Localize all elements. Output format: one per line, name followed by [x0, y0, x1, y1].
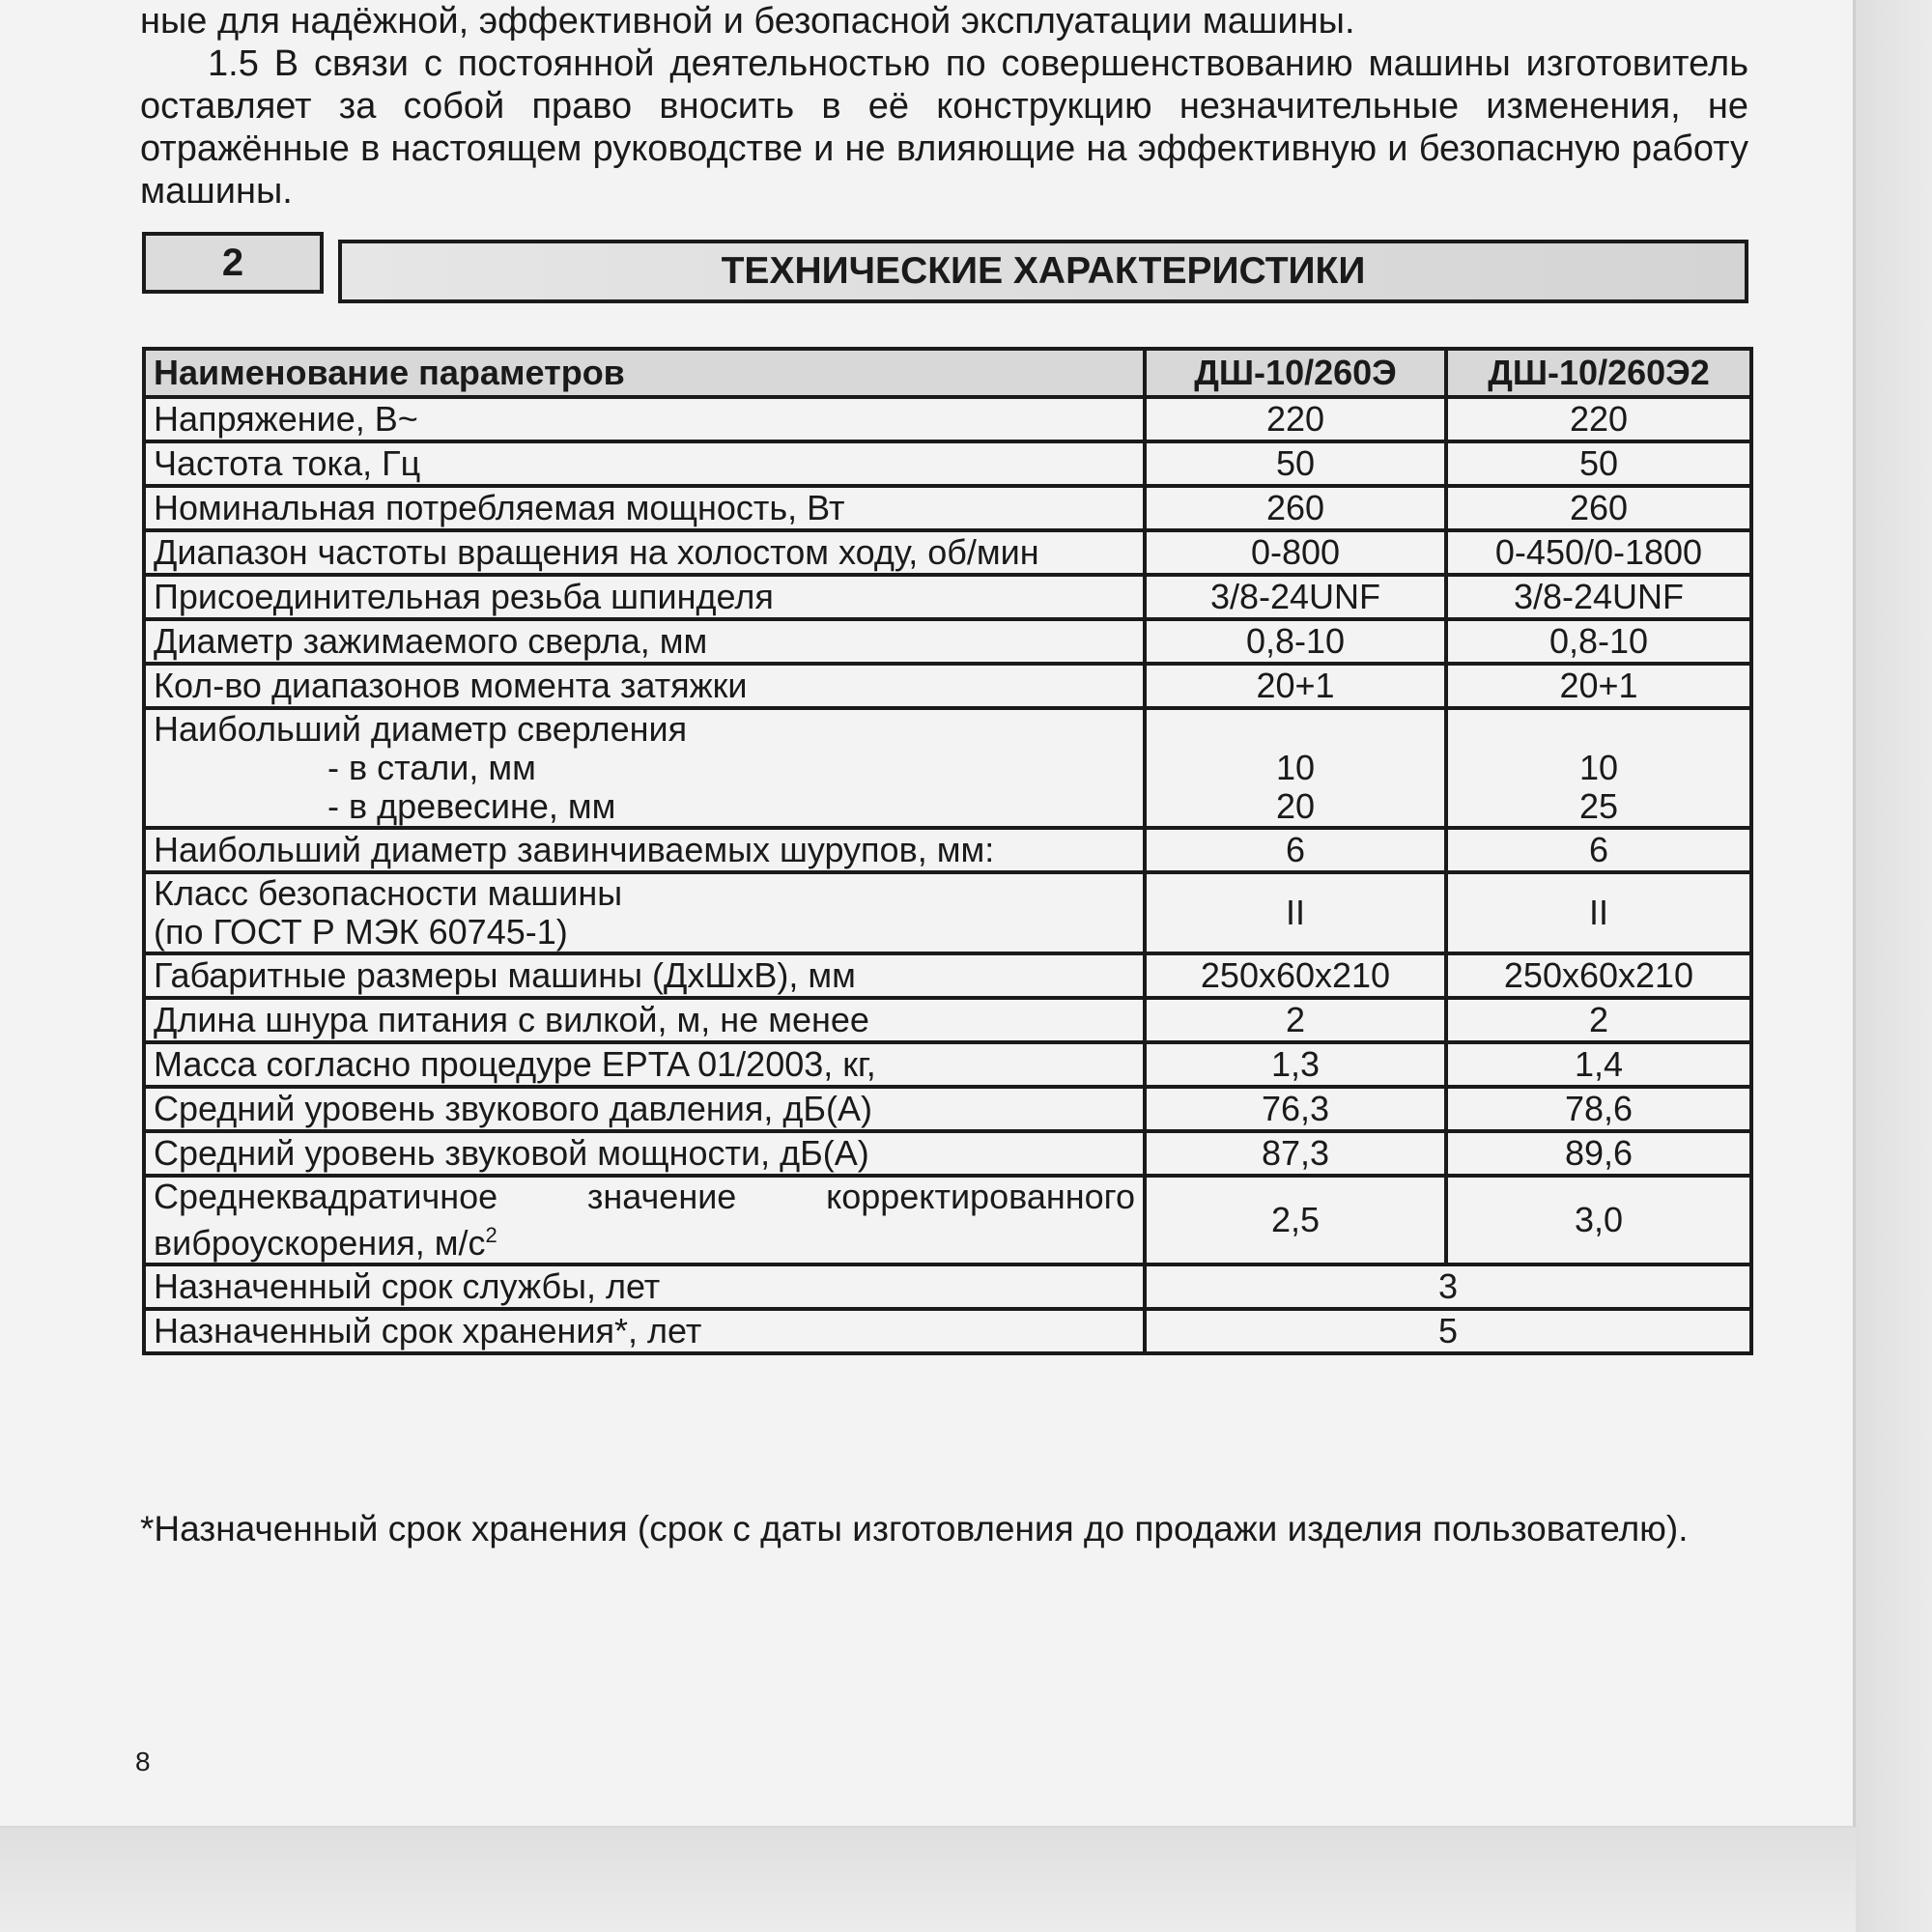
table-row	[144, 953, 1751, 998]
unit-exponent: 2	[485, 1223, 497, 1247]
page-bottom-shadow	[0, 1828, 1856, 1932]
value-cell: 2	[1145, 998, 1446, 1042]
table-row	[144, 486, 1751, 530]
value-cell: 3,0	[1446, 1176, 1751, 1264]
value-cell: II	[1446, 872, 1751, 953]
param-cell: Диапазон частоты вращения на холостом ходу, об/мин	[144, 530, 1145, 575]
table-row	[144, 872, 1751, 953]
param-cell: Присоединительная резьба шпинделя	[144, 575, 1145, 619]
value-cell: 78,6	[1446, 1087, 1751, 1131]
value-cell: 6	[1446, 828, 1751, 872]
param-cell: Средний уровень звуковой мощности, дБ(А)	[144, 1131, 1145, 1176]
header-model-1: ДШ-10/260Э	[1145, 349, 1446, 397]
param-cell: Назначенный срок службы, лет	[144, 1264, 1145, 1309]
value-steel: 10	[1578, 748, 1619, 787]
param-cell: Назначенный срок хранения*, лет	[144, 1309, 1145, 1353]
param-sub-wood: - в древесине, мм	[327, 786, 616, 826]
param-cell: Габаритные размеры машины (ДхШхВ), мм	[144, 953, 1145, 998]
value-cell: 2,5	[1145, 1176, 1446, 1264]
param-cell: Диаметр зажимаемого сверла, мм	[144, 619, 1145, 664]
param-cell: Средний уровень звукового давления, дБ(А)	[144, 1087, 1145, 1131]
param-title: Класс безопасности машины	[154, 873, 623, 913]
value-cell: 1,4	[1446, 1042, 1751, 1087]
value-cell: 20+1	[1446, 664, 1751, 708]
table-row	[144, 998, 1751, 1042]
value-cell	[1145, 708, 1446, 828]
table-row	[144, 664, 1751, 708]
value-wood: 25	[1578, 786, 1619, 826]
value-cell: 260	[1446, 486, 1751, 530]
value-cell: 50	[1145, 441, 1446, 486]
param-cell: Длина шнура питания с вилкой, м, не менее	[144, 998, 1145, 1042]
intro-paragraph-1-5: 1.5 В связи с постоянной деятельностью по совершенствованию машины изготовитель оставляет за собой право вносить в её конструкцию незначительные изменения, не отражённые в настоящем руководстве и не влияющие на эффективную и безопасную работу машины.	[140, 43, 1748, 212]
value-cell: 3/8-24UNF	[1145, 575, 1446, 619]
param-vibration-text: Среднеквадратичное значение корректированного виброускорения, м/с	[154, 1177, 1135, 1263]
value-cell: 1,3	[1145, 1042, 1446, 1087]
param-cell: Номинальная потребляемая мощность, Вт	[144, 486, 1145, 530]
param-cell	[144, 872, 1145, 953]
param-cell: Напряжение, В~	[144, 397, 1145, 441]
table-row	[144, 1087, 1751, 1131]
value-cell: 89,6	[1446, 1131, 1751, 1176]
header-model-2: ДШ-10/260Э2	[1446, 349, 1751, 397]
value-cell: 0-450/0-1800	[1446, 530, 1751, 575]
value-cell: 250x60x210	[1446, 953, 1751, 998]
table-header-row	[144, 349, 1751, 397]
param-title: Наибольший диаметр сверления	[154, 709, 688, 749]
value-wood: 20	[1275, 786, 1316, 826]
param-cell	[144, 708, 1145, 828]
table-row	[144, 708, 1751, 828]
value-cell: 2	[1446, 998, 1751, 1042]
table-row	[144, 828, 1751, 872]
value-cell: 250x60x210	[1145, 953, 1446, 998]
table-row	[144, 1264, 1751, 1309]
table-row	[144, 619, 1751, 664]
value-cell: 6	[1145, 828, 1446, 872]
param-sub-steel: - в стали, мм	[327, 748, 536, 787]
intro-cut-line: ные для надёжной, эффективной и безопасной эксплуатации машины.	[140, 1, 1355, 42]
page-number: 8	[135, 1747, 151, 1776]
param-standard: (по ГОСТ Р МЭК 60745-1)	[154, 912, 568, 952]
param-cell	[144, 1176, 1145, 1264]
value-cell: 220	[1145, 397, 1446, 441]
param-cell: Масса согласно процедуре EPTA 01/2003, кг,	[144, 1042, 1145, 1087]
section-number: 2	[142, 232, 324, 294]
table-row	[144, 441, 1751, 486]
table-row	[144, 530, 1751, 575]
page-edge-shadow	[1856, 0, 1932, 1932]
value-cell: II	[1145, 872, 1446, 953]
value-cell: 0,8-10	[1145, 619, 1446, 664]
value-cell: 3/8-24UNF	[1446, 575, 1751, 619]
value-cell: 50	[1446, 441, 1751, 486]
section-title: ТЕХНИЧЕСКИЕ ХАРАКТЕРИСТИКИ	[338, 240, 1748, 303]
value-cell: 0-800	[1145, 530, 1446, 575]
value-cell	[1446, 708, 1751, 828]
table-row	[144, 1309, 1751, 1353]
intro-text	[140, 1, 1748, 213]
table-row	[144, 397, 1751, 441]
value-cell: 20+1	[1145, 664, 1446, 708]
param-cell: Кол-во диапазонов момента затяжки	[144, 664, 1145, 708]
value-cell: 260	[1145, 486, 1446, 530]
header-parameters: Наименование параметров	[144, 349, 1145, 397]
value-cell-merged: 5	[1145, 1309, 1751, 1353]
value-cell: 220	[1446, 397, 1751, 441]
value-cell-merged: 3	[1145, 1264, 1751, 1309]
footnote: *Назначенный срок хранения (срок с даты изготовления до продажи изделия пользователю).	[140, 1509, 1689, 1548]
table-row	[144, 1131, 1751, 1176]
specs-table	[142, 347, 1753, 1355]
table-row	[144, 1042, 1751, 1087]
param-cell: Частота тока, Гц	[144, 441, 1145, 486]
value-steel: 10	[1275, 748, 1316, 787]
table-row	[144, 575, 1751, 619]
value-cell: 87,3	[1145, 1131, 1446, 1176]
table-row	[144, 1176, 1751, 1264]
value-cell: 76,3	[1145, 1087, 1446, 1131]
param-cell: Наибольший диаметр завинчиваемых шурупов, мм:	[144, 828, 1145, 872]
value-cell: 0,8-10	[1446, 619, 1751, 664]
